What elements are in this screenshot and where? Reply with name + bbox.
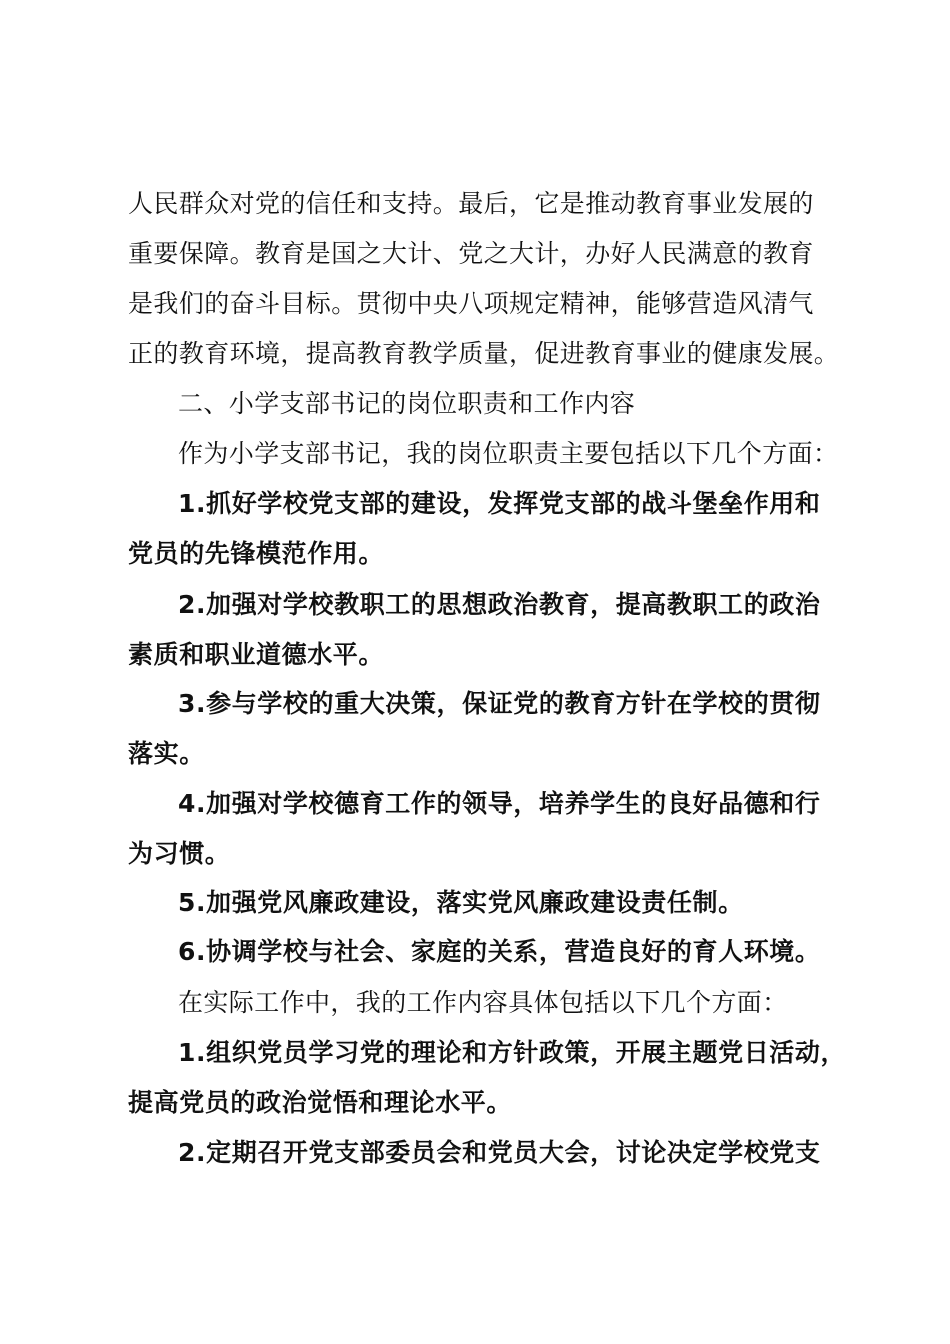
paragraph-line: 作为小学支部书记，我的岗位职责主要包括以下几个方面： <box>178 439 839 468</box>
work-item-1-cont: 提高党员的政治觉悟和理论水平。 <box>128 1088 513 1117</box>
work-item-2: 2.定期召开党支部委员会和党员大会，讨论决定学校党支 <box>178 1138 821 1167</box>
section-heading: 二、小学支部书记的岗位职责和工作内容 <box>178 389 636 418</box>
duty-item-3-cont: 落实。 <box>128 739 205 768</box>
paragraph-line: 是我们的奋斗目标。贯彻中央八项规定精神，能够营造风清气 <box>128 289 814 318</box>
duty-item-2-cont: 素质和职业道德水平。 <box>128 640 385 669</box>
duty-item-4: 4.加强对学校德育工作的领导，培养学生的良好品德和行 <box>178 789 821 818</box>
duty-item-4-cont: 为习惯。 <box>128 839 231 868</box>
duty-item-5: 5.加强党风廉政建设，落实党风廉政建设责任制。 <box>178 888 744 917</box>
paragraph-line: 人民群众对党的信任和支持。最后，它是推动教育事业发展的 <box>128 189 814 218</box>
work-item-1: 1.组织党员学习党的理论和方针政策，开展主题党日活动， <box>178 1038 847 1067</box>
duty-item-3: 3.参与学校的重大决策，保证党的教育方针在学校的贯彻 <box>178 689 821 718</box>
duty-item-1: 1.抓好学校党支部的建设，发挥党支部的战斗堡垒作用和 <box>178 489 821 518</box>
paragraph-line: 正的教育环境，提高教育教学质量，促进教育事业的健康发展。 <box>128 339 840 368</box>
duty-item-6: 6.协调学校与社会、家庭的关系，营造良好的育人环境。 <box>178 937 821 966</box>
paragraph-line: 在实际工作中，我的工作内容具体包括以下几个方面： <box>178 988 788 1017</box>
paragraph-line: 重要保障。教育是国之大计、党之大计，办好人民满意的教育 <box>128 239 814 268</box>
duty-item-2: 2.加强对学校教职工的思想政治教育，提高教职工的政治 <box>178 590 821 619</box>
duty-item-1-cont: 党员的先锋模范作用。 <box>128 539 385 568</box>
